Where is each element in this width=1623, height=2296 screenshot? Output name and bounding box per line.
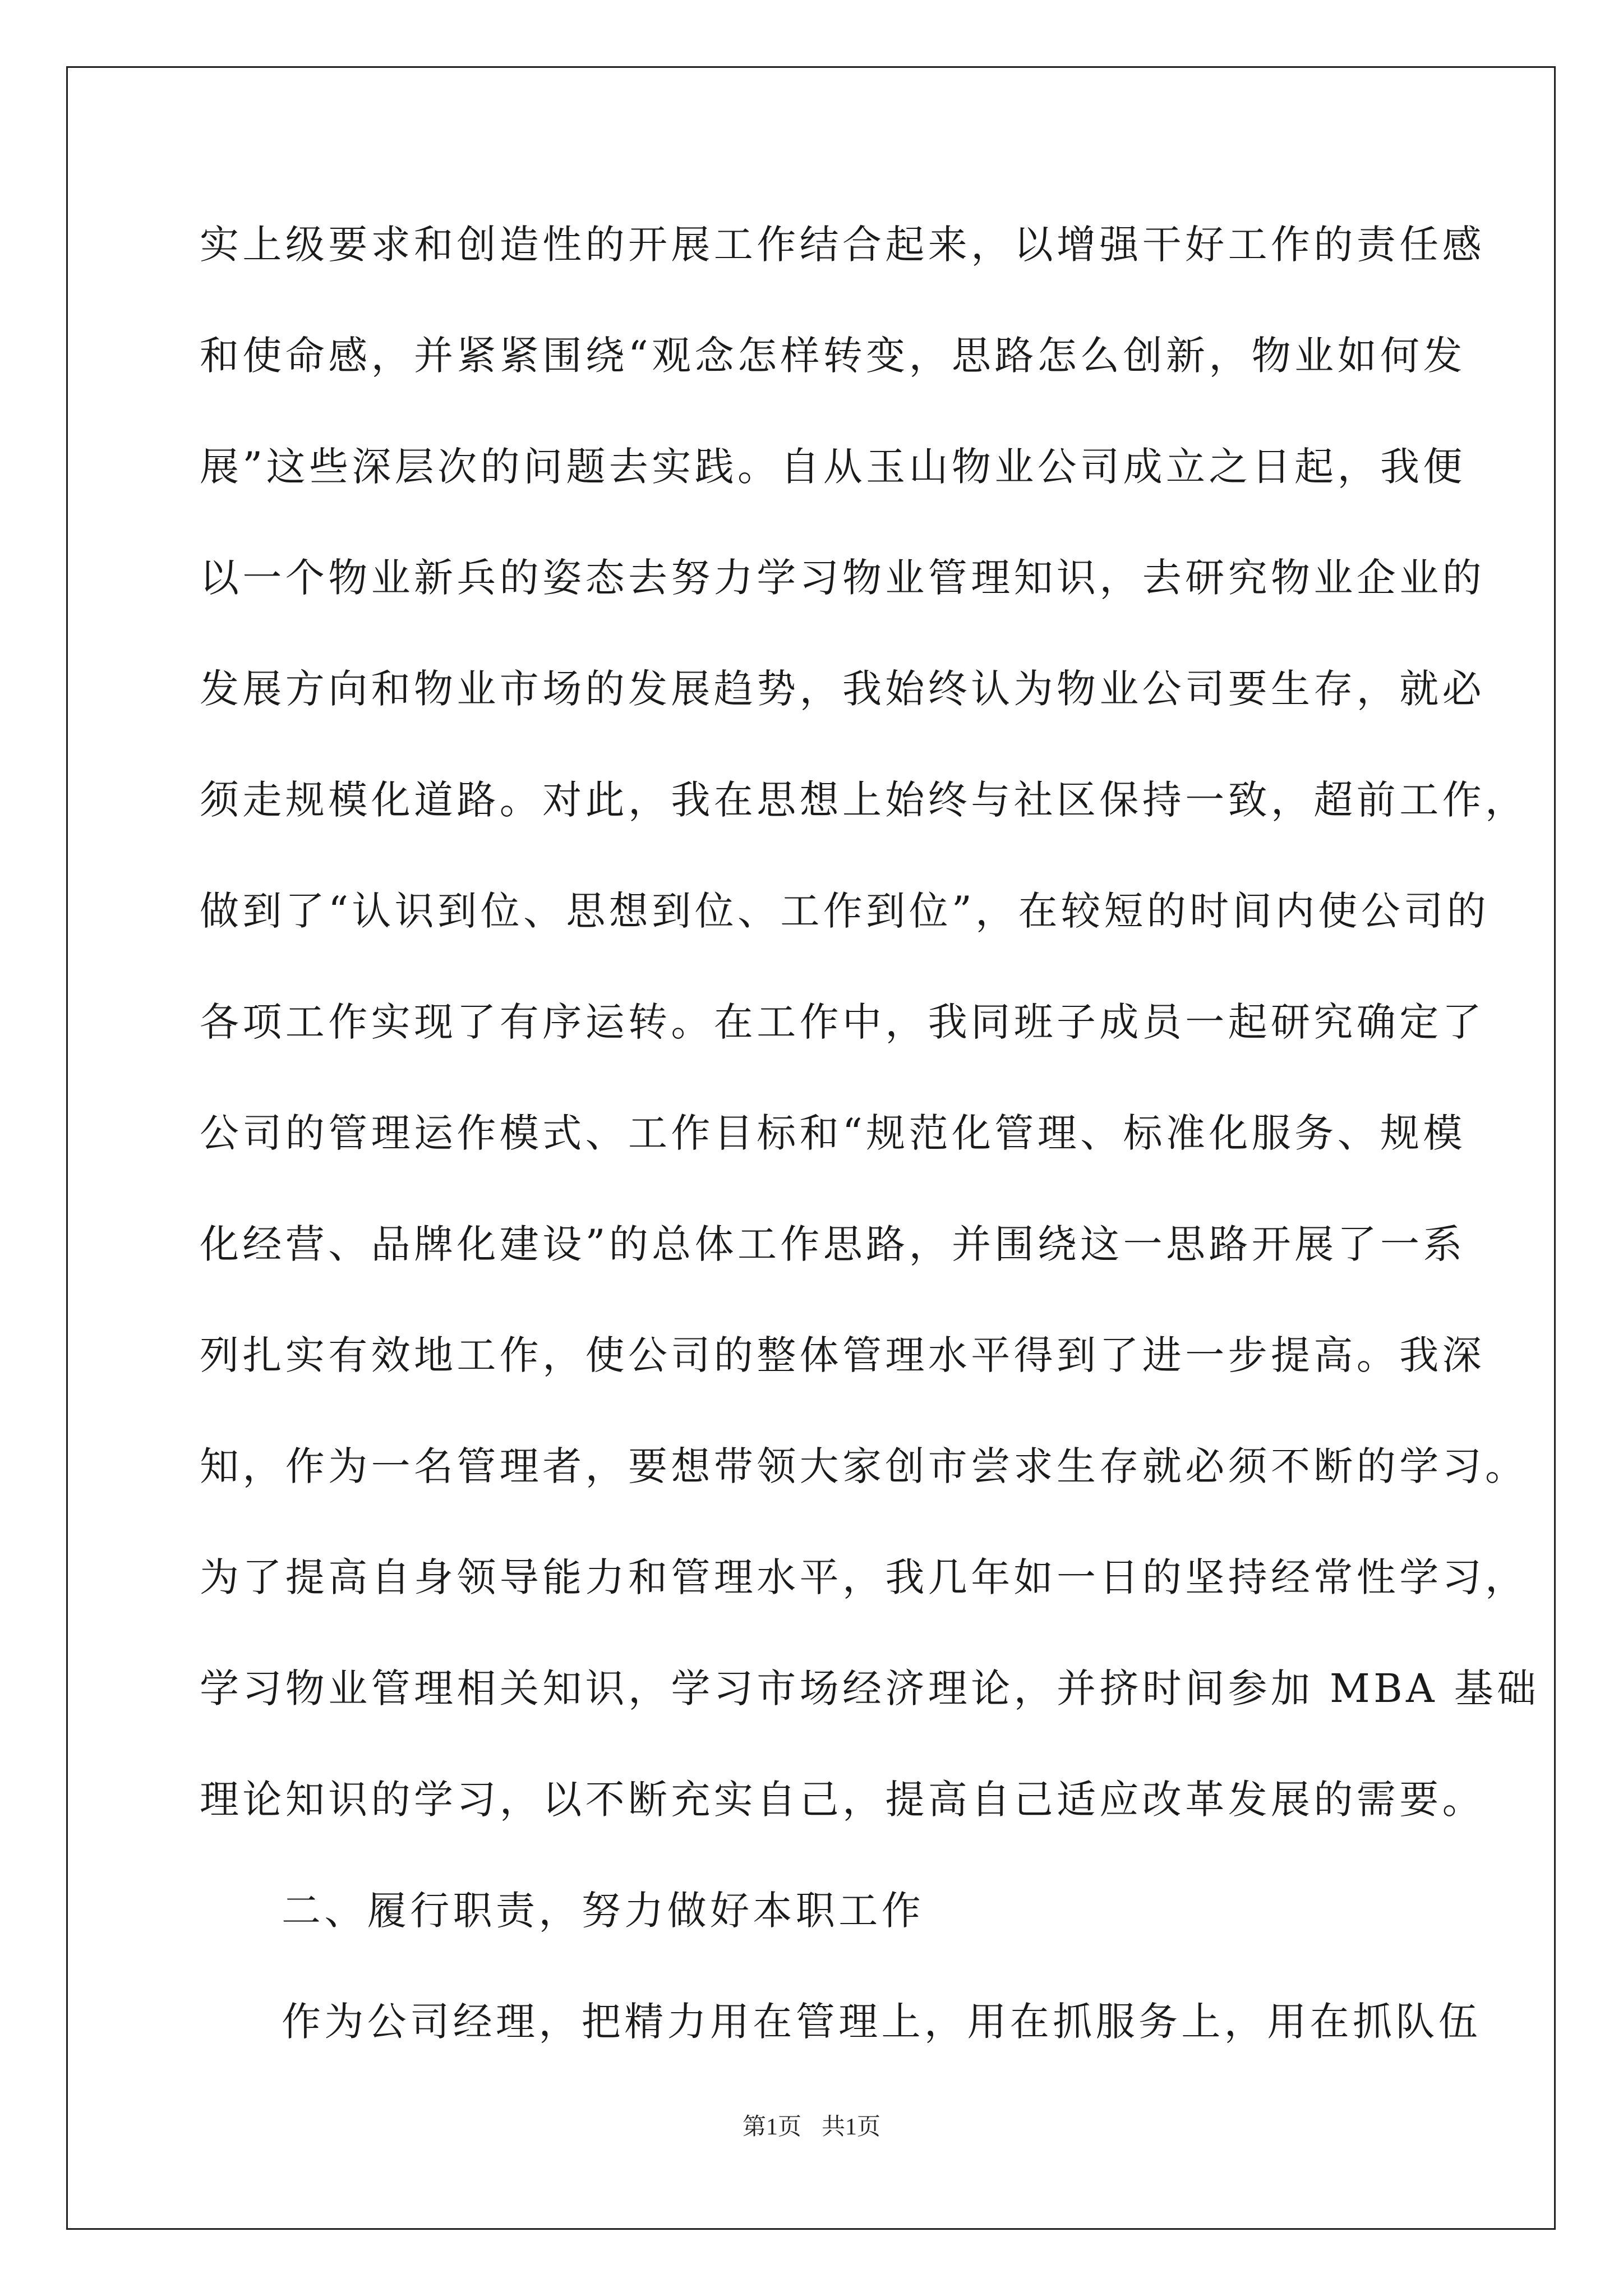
text-line: 知，作为一名管理者，要想带领大家创市尝求生存就必须不断的学习。 xyxy=(200,1443,1528,1489)
text-line: 各项工作实现了有序运转。在工作中，我同班子成员一起研究确定了 xyxy=(200,999,1485,1045)
text-line: 公司的管理运作模式、工作目标和“规范化管理、标准化服务、规模 xyxy=(200,1110,1466,1156)
text-line: 化经营、品牌化建设”的总体工作思路，并围绕这一思路开展了一系 xyxy=(200,1221,1466,1267)
text-line: 展”这些深层次的问题去实践。自从玉山物业公司成立之日起，我便 xyxy=(200,444,1466,490)
page-footer xyxy=(0,2110,1623,2144)
text-line: 为了提高自身领导能力和管理水平，我几年如一日的坚持经常性学习， xyxy=(200,1554,1528,1600)
text-line: 和使命感，并紧紧围绕“观念怎样转变，思路怎么创新，物业如何发 xyxy=(200,333,1466,379)
text-line: 学习物业管理相关知识，学习市场经济理论，并挤时间参加 MBA 基础 xyxy=(200,1665,1540,1711)
text-line: 作为公司经理，把精力用在管理上，用在抓服务上，用在抓队伍 xyxy=(282,1999,1482,2045)
text-line: 以一个物业新兵的姿态去努力学习物业管理知识，去研究物业企业的 xyxy=(200,555,1485,601)
text-line: 实上级要求和创造性的开展工作结合起来，以增强干好工作的责任感 xyxy=(200,222,1485,268)
page-total: 共1页 xyxy=(822,2114,881,2140)
section-heading: 二、履行职责，努力做好本职工作 xyxy=(282,1888,924,1934)
page-number: 第1页 xyxy=(742,2114,801,2140)
text-line: 理论知识的学习，以不断充实自己，提高自己适应改革发展的需要。 xyxy=(200,1777,1485,1823)
text-line: 列扎实有效地工作，使公司的整体管理水平得到了进一步提高。我深 xyxy=(200,1332,1485,1378)
text-line: 做到了“认识到位、思想到位、工作到位”，在较短的时间内使公司的 xyxy=(200,888,1490,934)
text-line: 发展方向和物业市场的发展趋势，我始终认为物业公司要生存，就必 xyxy=(200,666,1485,712)
document-body xyxy=(200,211,1540,2099)
text-line: 须走规模化道路。对此，我在思想上始终与社区保持一致，超前工作， xyxy=(200,777,1528,823)
